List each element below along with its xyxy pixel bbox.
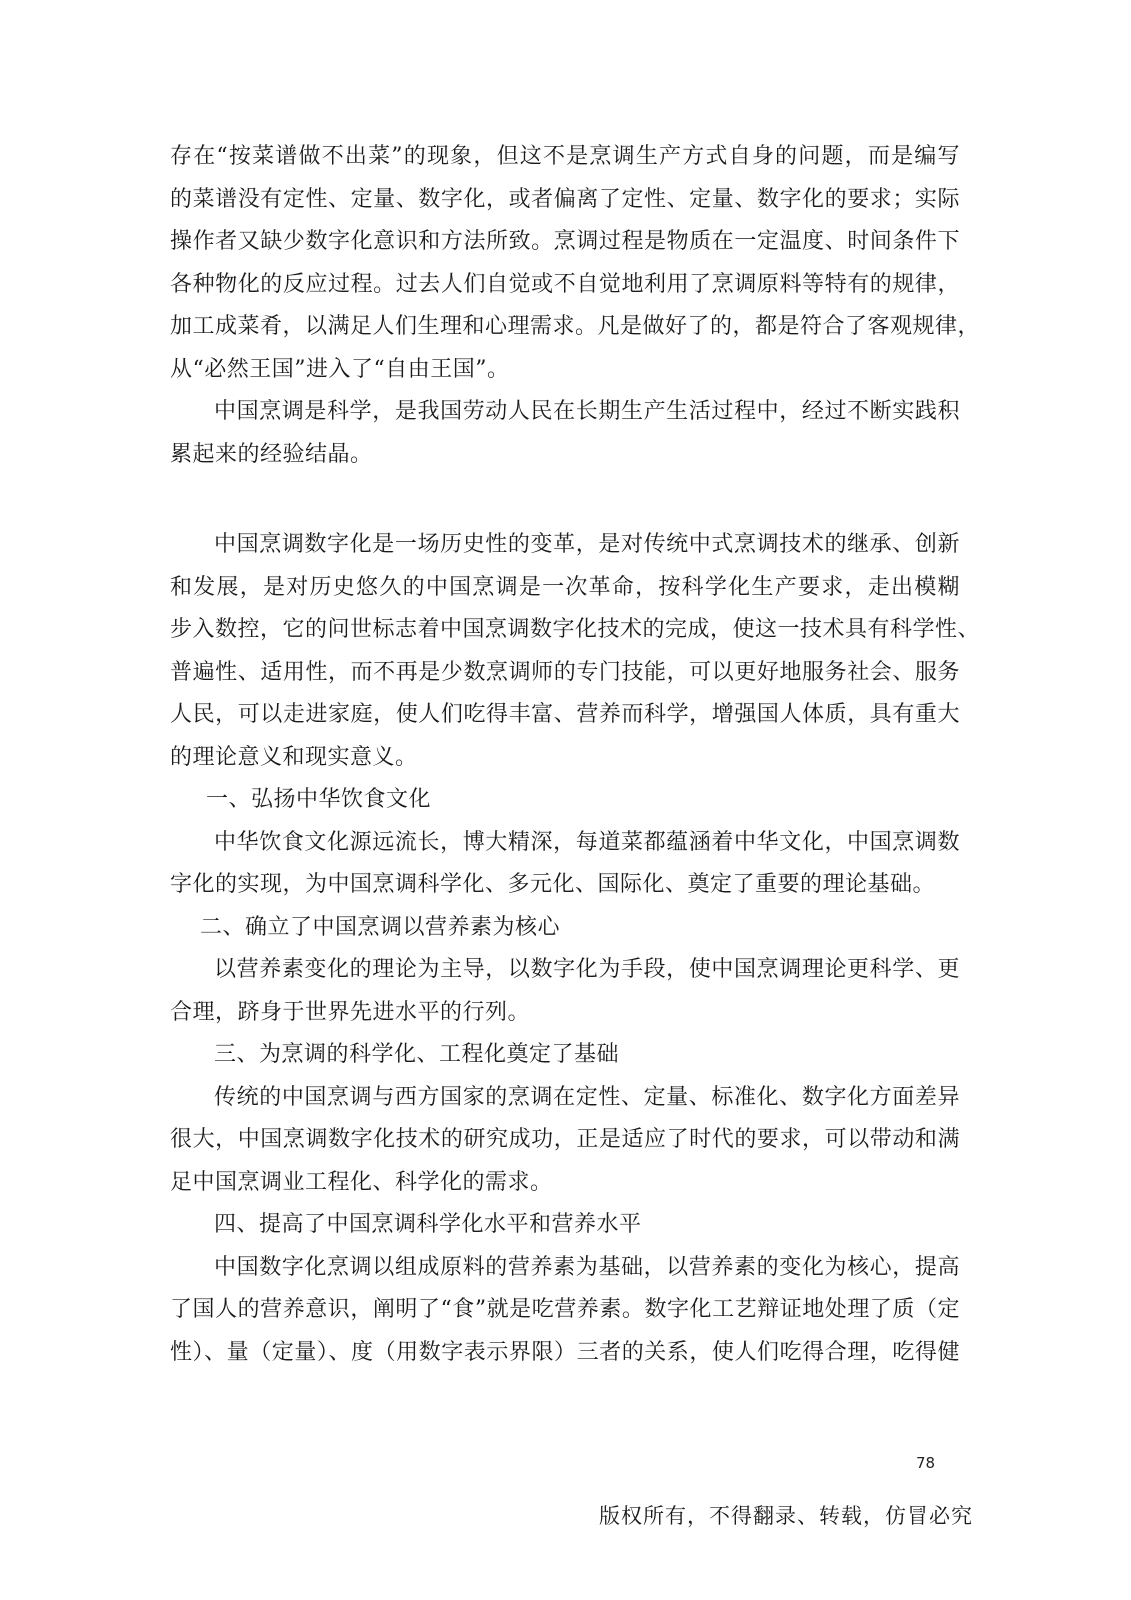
text-line: 存在“按菜谱做不出菜”的现象，但这不是烹调生产方式自身的问题，而是编写 (170, 144, 960, 169)
text-line: 操作者又缺少数字化意识和方法所致。烹调过程是物质在一定温度、时间条件下 (170, 229, 960, 254)
section (170, 1034, 960, 1204)
text-line: 累起来的经验结晶。 (170, 441, 373, 467)
text-line: 的菜谱没有定性、定量、数字化，或者偏离了定性、定量、数字化的要求；实际 (170, 186, 960, 212)
text-line: 各种物化的反应过程。过去人们自觉或不自觉地利用了烹调原料等特有的规律， (170, 271, 960, 297)
text-line: 加工成菜肴，以满足人们生理和心理需求。凡是做好了的，都是符合了客观规律， (170, 314, 981, 339)
paragraph-gap (170, 476, 960, 524)
text-line: 性）、量（定量）、度（用数字表示界限）三者的关系，使人们吃得合理，吃得健 (170, 1339, 960, 1365)
paragraph (170, 391, 960, 476)
section (170, 907, 960, 1035)
text-line: 的理论意义和现实意义。 (170, 744, 418, 770)
section-heading: 一、弘扬中华饮食文化 (206, 787, 432, 812)
text-line: 了国人的营养意识，阐明了“食”就是吃营养素。数字化工艺辩证地处理了质（定 (170, 1297, 960, 1322)
text-line: 字化的实现，为中国烹调科学化、多元化、国际化、奠定了重要的理论基础。 (170, 872, 936, 897)
text-line: 传统的中国烹调与西方国家的烹调在定性、定量、标准化、数字化方面差异 (214, 1084, 960, 1110)
text-line: 人民，可以走进家庭，使人们吃得丰富、营养而科学，增强国人体质，具有重大 (170, 702, 960, 727)
paragraph (170, 136, 981, 391)
copyright-notice: 版权所有，不得翻录、转载，仿冒必究 (599, 1504, 973, 1528)
section (170, 1204, 960, 1374)
text-line: 中国烹调是科学，是我国劳动人民在长期生产生活过程中，经过不断实践积 (214, 399, 960, 424)
text-line: 足中国烹调业工程化、科学化的需求。 (170, 1169, 553, 1195)
paragraph (170, 524, 981, 779)
section-heading: 二、确立了中国烹调以营养素为核心 (200, 914, 561, 940)
page-number: 78 (916, 1454, 936, 1472)
text-line: 普遍性、适用性，而不再是少数烹调师的专门技能，可以更好地服务社会、服务 (170, 659, 960, 685)
text-line: 中国烹调数字化是一场历史性的变革，是对传统中式烹调技术的继承、创新 (214, 532, 960, 557)
body-text (170, 136, 981, 1374)
text-line: 从“必然王国”进入了“自由王国”。 (170, 356, 510, 382)
text-line: 中国数字化烹调以组成原料的营养素为基础，以营养素的变化为核心，提高 (214, 1254, 960, 1280)
text-line: 合理，跻身于世界先进水平的行列。 (170, 999, 531, 1025)
text-line: 很大，中国烹调数字化技术的研究成功，正是适应了时代的要求，可以带动和满 (170, 1127, 960, 1152)
text-line: 和发展，是对历史悠久的中国烹调是一次革命，按科学化生产要求，走出模糊 (170, 574, 960, 600)
text-line: 以营养素变化的理论为主导，以数字化为手段，使中国烹调理论更科学、更 (214, 957, 960, 982)
section-heading: 四、提高了中国烹调科学化水平和营养水平 (214, 1212, 642, 1237)
text-line: 步入数控，它的问世标志着中国烹调数字化技术的完成，使这一技术具有科学性、 (170, 617, 981, 642)
section-heading: 三、为烹调的科学化、工程化奠定了基础 (214, 1042, 620, 1067)
section (170, 779, 960, 907)
text-line: 中华饮食文化源远流长，博大精深，每道菜都蕴涵着中华文化，中国烹调数 (214, 829, 960, 855)
